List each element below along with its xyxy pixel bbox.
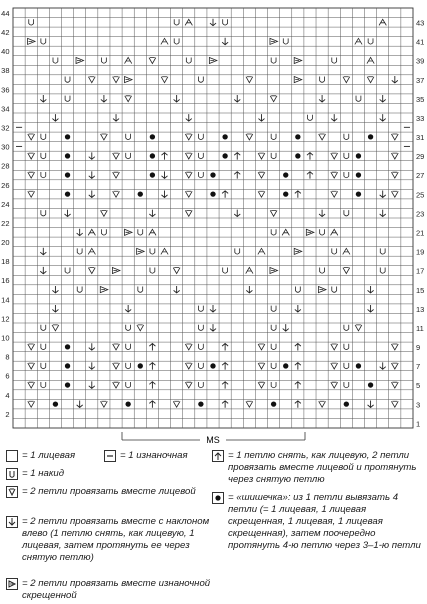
row-label-left: 6	[5, 371, 10, 381]
knit-icon	[6, 450, 18, 462]
row-label-right: 19	[416, 247, 425, 257]
row-label-left: 36	[1, 85, 10, 95]
bobble-icon	[150, 134, 155, 139]
row-label-left: 20	[1, 238, 10, 248]
legend-text: = 1 изнаночная	[120, 450, 188, 461]
row-label-left: 12	[1, 314, 10, 324]
row-label-left: 14	[1, 295, 10, 305]
row-label-right: 3	[416, 400, 421, 410]
bobble-icon	[283, 172, 288, 177]
row-label-left: 30	[1, 142, 10, 152]
legend-item-yarnover	[6, 468, 64, 480]
legend-item-k2tog	[6, 486, 206, 498]
legend-item-ssk	[6, 516, 211, 564]
legend	[0, 446, 427, 604]
bobble-icon	[271, 401, 276, 406]
bobble-icon	[150, 153, 155, 158]
row-label-left: 4	[5, 390, 10, 400]
row-label-left: 22	[1, 218, 10, 228]
bobble-icon	[210, 172, 215, 177]
row-label-left: 32	[1, 123, 10, 133]
bobble-icon	[65, 191, 70, 196]
bobble-icon	[138, 363, 143, 368]
row-label-left: 26	[1, 180, 10, 190]
bobble-icon	[210, 363, 215, 368]
bobble-icon	[295, 153, 300, 158]
repeat-marker	[122, 432, 305, 445]
bobble-icon	[210, 191, 215, 196]
legend-text: = 1 петлю снять, как лицевую, 2 петли провязать вместе лицевой и протянуть через снятую петлю	[228, 450, 417, 485]
row-label-left: 38	[1, 66, 10, 76]
row-label-right: 29	[416, 152, 425, 162]
row-label-right: 23	[416, 209, 425, 219]
bobble-icon	[212, 492, 224, 504]
row-label-right: 7	[416, 362, 421, 372]
bobble-icon	[53, 401, 58, 406]
bobble-icon	[356, 153, 361, 158]
bobble-icon	[344, 401, 349, 406]
row-label-right: 33	[416, 113, 425, 123]
legend-item-knit	[6, 450, 75, 462]
bobble-icon	[368, 382, 373, 387]
row-label-right: 5	[416, 381, 421, 391]
bobble-icon	[198, 401, 203, 406]
row-label-left: 28	[1, 161, 10, 171]
row-label-right: 13	[416, 304, 425, 314]
bobble-icon	[356, 172, 361, 177]
ssk-icon	[6, 516, 18, 528]
k2tog-icon	[6, 486, 18, 498]
repeat-label: MS	[206, 435, 220, 445]
legend-item-bobble	[212, 492, 424, 552]
legend-text: = «шишечка»: из 1 петли вывязать 4 петли (= 1 лицевая, 1 лицевая скрещенная, 1 лицевая, 1 лицевая скрещенная), затем поочередно протянуть 4-ю петлю через 3–1-ю петли	[228, 492, 421, 551]
row-label-right: 15	[416, 285, 425, 295]
row-label-left: 42	[1, 28, 10, 38]
sk2p-icon	[212, 450, 224, 462]
legend-text: = 1 накид	[22, 468, 65, 479]
row-label-right: 41	[416, 37, 425, 47]
bobble-icon	[65, 153, 70, 158]
row-label-right: 11	[416, 323, 424, 333]
yarnover-icon	[6, 468, 18, 480]
row-label-right: 27	[416, 171, 425, 181]
bobble-icon	[125, 401, 130, 406]
row-label-right: 35	[416, 94, 425, 104]
legend-item-sk2p	[212, 450, 424, 486]
bobble-icon	[65, 344, 70, 349]
bobble-icon	[356, 191, 361, 196]
bobble-icon	[138, 191, 143, 196]
row-label-right: 1	[416, 419, 421, 429]
row-label-left: 16	[1, 276, 10, 286]
row-label-right: 37	[416, 75, 425, 85]
legend-text: = 2 петли провязать вместе с наклоном влево (1 петлю снять, как лицевую, 1 лицевая, затем протянуть ее через снятую петлю)	[22, 516, 210, 563]
row-label-left: 24	[1, 199, 10, 209]
row-label-left: 34	[1, 104, 10, 114]
p2tog-tbl-icon	[6, 578, 18, 590]
row-label-right: 25	[416, 190, 425, 200]
row-label-right: 17	[416, 266, 425, 276]
row-label-right: 31	[416, 133, 425, 143]
row-label-left: 8	[5, 352, 10, 362]
row-label-right: 21	[416, 228, 425, 238]
row-label-right: 9	[416, 343, 421, 353]
bobble-icon	[65, 172, 70, 177]
row-label-left: 10	[1, 333, 10, 343]
bobble-icon	[65, 134, 70, 139]
row-label-left: 2	[5, 409, 10, 419]
bobble-icon	[222, 153, 227, 158]
legend-item-purl	[104, 450, 188, 462]
purl-icon	[104, 450, 116, 462]
bobble-icon	[356, 363, 361, 368]
bobble-icon	[65, 382, 70, 387]
legend-text: = 2 петли провязать вместе лицевой	[22, 486, 196, 497]
row-label-right: 43	[416, 18, 425, 28]
legend-item-p2tog-tbl	[6, 578, 211, 602]
bobble-icon	[222, 134, 227, 139]
bobble-icon	[368, 134, 373, 139]
bobble-icon	[283, 363, 288, 368]
bobble-icon	[65, 363, 70, 368]
row-label-left: 44	[1, 8, 10, 18]
row-label-left: 40	[1, 47, 10, 57]
legend-text: = 1 лицевая	[22, 450, 76, 461]
bobble-icon	[295, 134, 300, 139]
bobble-icon	[150, 172, 155, 177]
bobble-icon	[283, 191, 288, 196]
row-label-left: 18	[1, 257, 10, 267]
row-label-right: 39	[416, 56, 425, 66]
legend-text: = 2 петли провязать вместе изнаночной скрещенной	[22, 578, 211, 601]
